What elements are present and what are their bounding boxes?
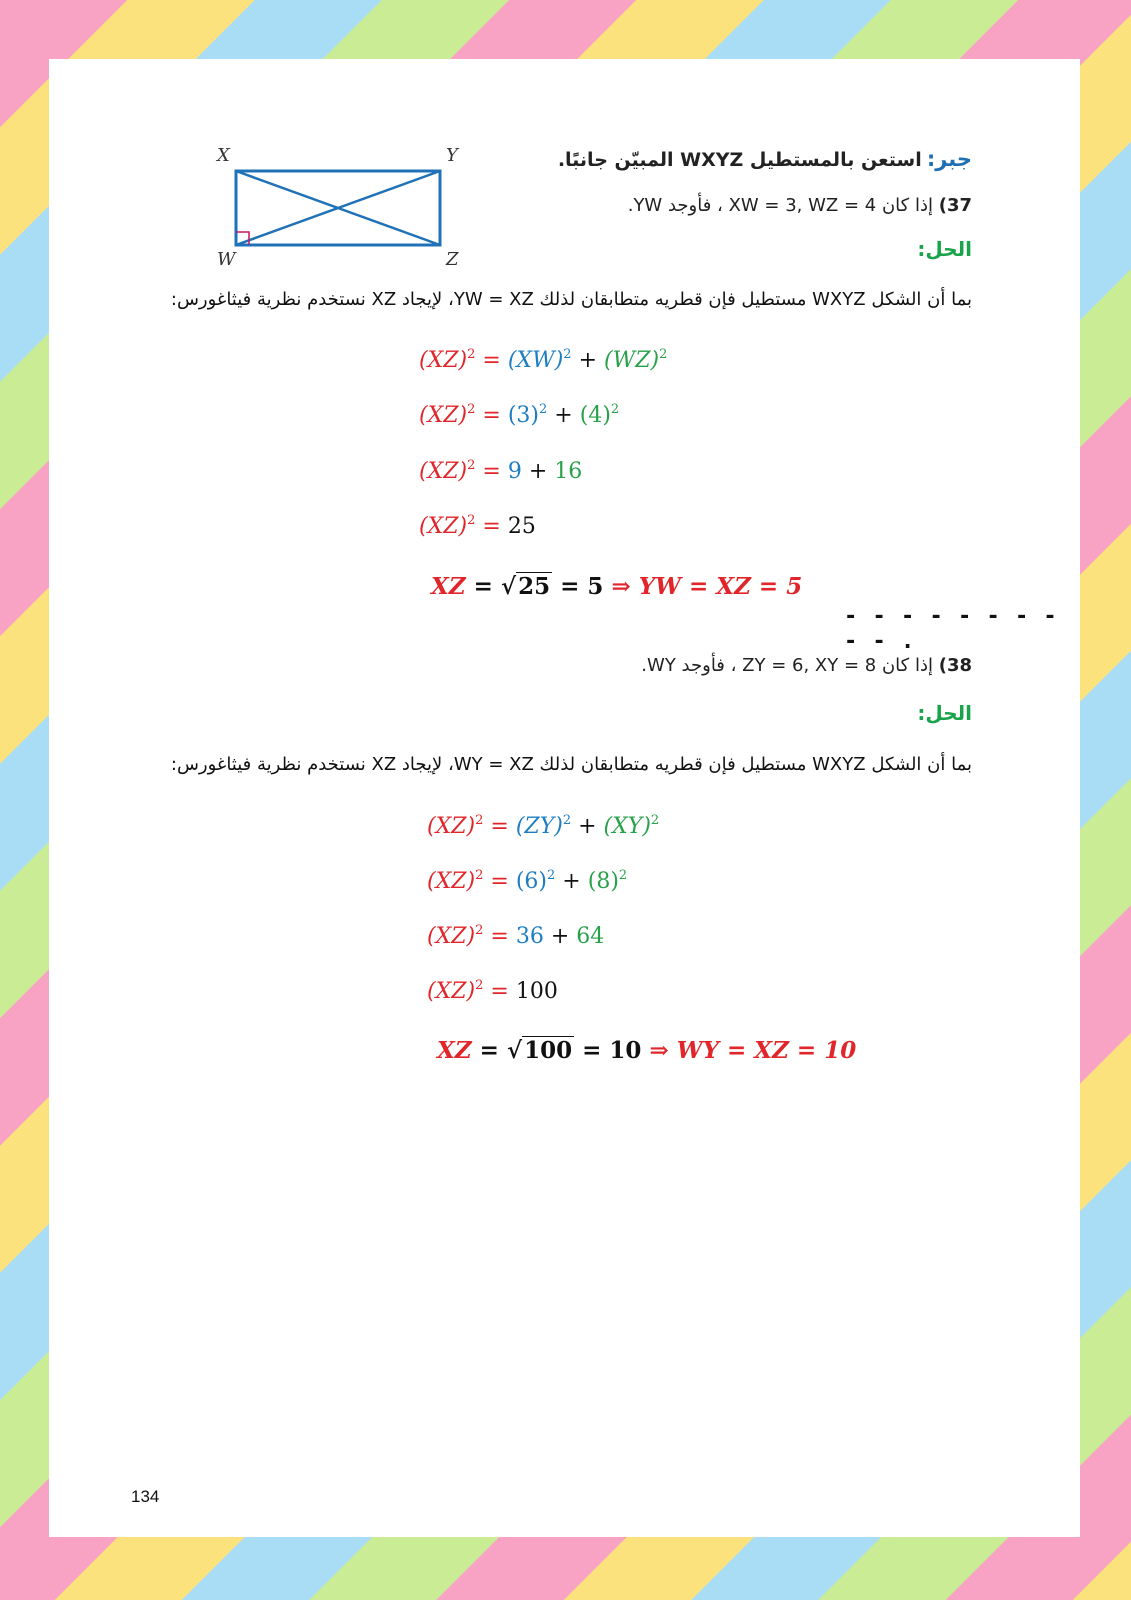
q38-equation-4: (XZ)$^2$ = 100	[427, 978, 558, 1004]
q38-final-answer: XZ = √100 = 10 ⇒ WY = XZ = 10	[437, 1037, 857, 1064]
solution-38-label: الحل:	[917, 701, 972, 725]
q37-equation-4: (XZ)$^2$ = 25	[419, 513, 536, 539]
solution-37-label: الحل:	[917, 237, 972, 261]
q38-equation-3: (XZ)$^2$ = 36 + 64	[427, 923, 605, 949]
vertex-w-label: W	[217, 249, 236, 270]
question-37	[492, 195, 972, 216]
rectangle-wxyz-figure	[229, 164, 469, 284]
intro-text: استعن بالمستطيل WXYZ المبيّن جانبًا.	[557, 149, 922, 171]
q38-equation-1: (XZ)$^2$ = (ZY)$^2$ + (XY)$^2$	[427, 813, 660, 839]
problem-intro	[512, 147, 972, 171]
vertex-z-label: Z	[446, 249, 459, 270]
question-38-number: 38)	[938, 655, 972, 676]
question-37-number: 37)	[938, 195, 972, 216]
question-38-text: إذا كان ZY = 6, XY = 8 ، فأوجد WY.	[641, 655, 933, 676]
question-37-text: إذا كان XW = 3, WZ = 4 ، فأوجد YW.	[627, 195, 933, 216]
solution-38-explanation: بما أن الشكل WXYZ مستطيل فإن قطريه متطابقان لذلك WY = XZ، لإيجاد XZ نستخدم نظرية فيثاغورس:	[170, 754, 972, 775]
vertex-y-label: Y	[446, 145, 458, 166]
worksheet-page	[49, 59, 1080, 1537]
q37-equation-1: (XZ)$^2$ = (XW)$^2$ + (WZ)$^2$	[419, 347, 668, 373]
q37-final-answer: XZ = √25 = 5 ⇒ YW = XZ = 5	[431, 573, 803, 600]
section-divider: - - - - - - - - - - .	[844, 604, 1058, 654]
q37-equation-3: (XZ)$^2$ = 9 + 16	[419, 458, 583, 484]
page-number: 134	[131, 1487, 160, 1506]
vertex-x-label: X	[217, 145, 230, 166]
question-38	[492, 655, 972, 676]
solution-37-explanation: بما أن الشكل WXYZ مستطيل فإن قطريه متطابقان لذلك YW = XZ، لإيجاد XZ نستخدم نظرية فيثاغورس:	[170, 289, 972, 310]
intro-label: جبر:	[926, 147, 972, 171]
q37-equation-2: $(XZ)^2 = (3)^2 + (4)^2$	[419, 402, 620, 428]
q38-equation-2: $(XZ)^2 = (6)^2 + (8)^2$	[427, 868, 628, 894]
